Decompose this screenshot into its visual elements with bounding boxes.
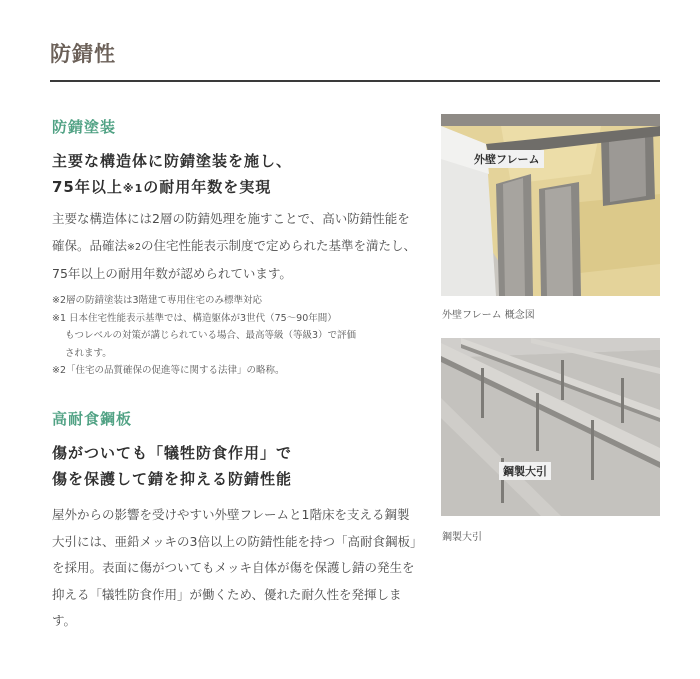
lead-line-2: 75年以上※1の耐用年数を実現: [52, 178, 272, 196]
wall-frame-illustration: [441, 114, 660, 296]
page-title: 防錆性: [50, 42, 116, 66]
callout-wall-frame: 外壁フレーム: [470, 150, 544, 168]
callout-steel-beam: 鋼製大引: [499, 462, 551, 480]
steel-beam-photo: [441, 338, 660, 516]
footnotes: [52, 292, 422, 380]
lead-text-corrosion-resistant-steel: [52, 440, 292, 492]
footnote: ※2層の防錆塗装は3階建て専用住宅のみ標準対応: [52, 295, 263, 306]
footnote: されます。: [65, 347, 112, 359]
caption-wall-frame: 外壁フレーム 概念図: [442, 310, 535, 321]
lead-text-rust-coating: [52, 148, 292, 202]
section-heading-corrosion-resistant-steel: 高耐食鋼板: [52, 410, 133, 428]
footnote: ※2「住宅の品質確保の促進等に関する法律」の略称。: [52, 365, 285, 376]
body-text-corrosion-resistant-steel: 屋外からの影響を受けやすい外壁フレームと1階床を支える鋼製大引には、亜鉛メッキの3倍以上の防錆性能を持つ「高耐食鋼板」を採用。表面に傷がついてもメッキ自体が傷を保護し錆の発生を抑える「犠牲防食作用」が働くため、優れた耐久性を発揮します。: [52, 507, 417, 628]
lead-line-1: 傷がついても「犠牲防食作用」で: [52, 444, 293, 462]
footnote: ※1 日本住宅性能表示基準では、構造躯体が3世代（75〜90年間）: [52, 312, 337, 324]
caption-steel-beam: 鋼製大引: [442, 532, 482, 543]
body-text-rust-coating: 主要な構造体には2層の防錆処理を施すことで、高い防錆性能を確保。品確法※2の住宅性能表示制度で定められた基準を満たし、75年以上の耐用年数が認められています。: [52, 211, 417, 281]
title-divider: [50, 80, 660, 82]
note-marker-2: ※2: [127, 241, 142, 253]
footnote: もつレベルの対策が講じられている場合、最高等級（等級3）で評価: [65, 330, 357, 341]
lead-line-1: 主要な構造体に防錆塗装を施し、: [52, 152, 293, 170]
note-marker-1: ※1: [122, 182, 144, 195]
lead-line-2: 傷を保護して錆を抑える防錆性能: [52, 470, 293, 488]
section-heading-rust-coating: 防錆塗装: [52, 118, 117, 136]
